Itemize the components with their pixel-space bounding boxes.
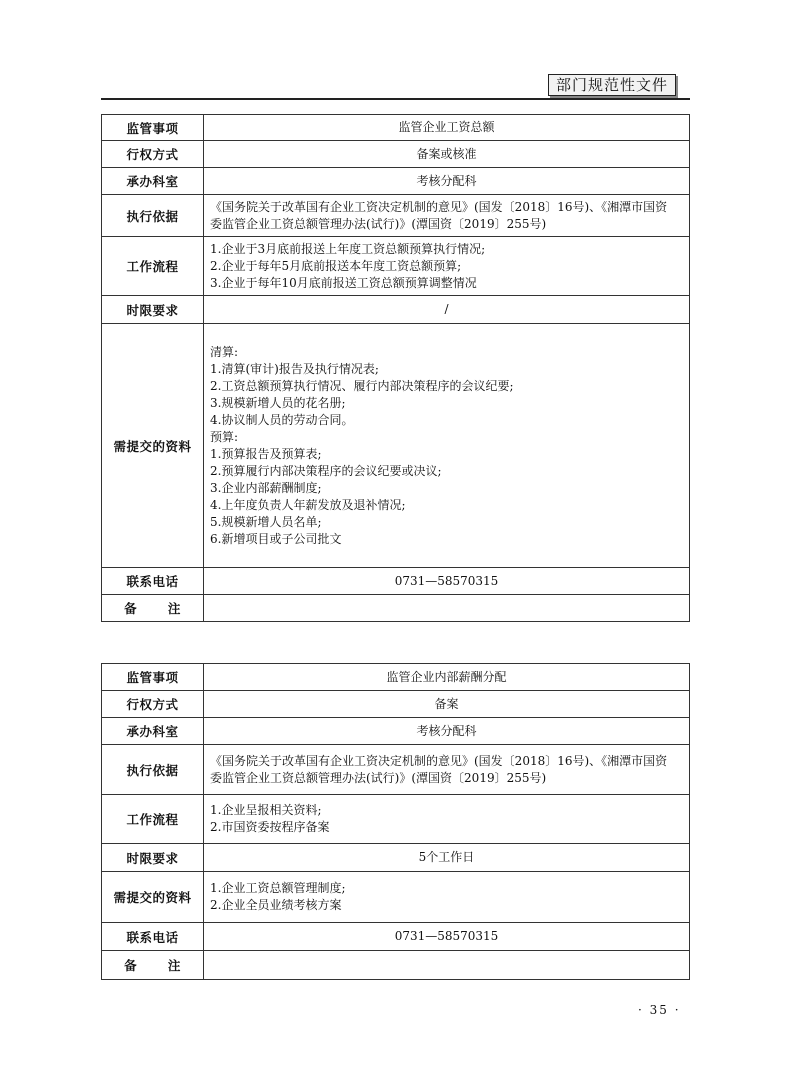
row-value [204, 324, 690, 568]
row-value [204, 795, 690, 844]
row-value [204, 745, 690, 795]
row-value: 0731—58570315 [204, 923, 690, 951]
table-row [102, 951, 690, 980]
table-row [102, 844, 690, 872]
row-value: 备案或核准 [204, 141, 690, 168]
table-row [102, 795, 690, 844]
row-label: 执行依据 [102, 745, 204, 795]
row-label: 需提交的资料 [102, 872, 204, 923]
row-value [204, 595, 690, 622]
regulatory-item-table-1 [101, 114, 690, 622]
text-line: 6.新增项目或子公司批文 [210, 531, 342, 546]
table-row [102, 872, 690, 923]
table-row [102, 141, 690, 168]
text-line: 《国务院关于改革国有企业工资决定机制的意见》(国发〔2018〕16号)、《湘潭市国资 [210, 199, 668, 214]
row-label: 承办科室 [102, 168, 204, 195]
table-row [102, 115, 690, 141]
row-value: 0731—58570315 [204, 568, 690, 595]
row-label: 行权方式 [102, 691, 204, 718]
table-row [102, 237, 690, 296]
row-label: 时限要求 [102, 844, 204, 872]
table-row [102, 568, 690, 595]
text-line: 2.市国资委按程序备案 [210, 820, 330, 834]
row-label: 时限要求 [102, 296, 204, 324]
row-label: 行权方式 [102, 141, 204, 168]
text-line: 委监管企业工资总额管理办法(试行)》(潭国资〔2019〕255号) [210, 770, 547, 785]
regulatory-item-table-2 [101, 663, 690, 980]
document-category-tag: 部门规范性文件 [548, 74, 676, 96]
text-line: 委监管企业工资总额管理办法(试行)》(潭国资〔2019〕255号) [210, 216, 547, 231]
row-value: 备案 [204, 691, 690, 718]
row-value: 5个工作日 [204, 844, 690, 872]
table-row [102, 718, 690, 745]
text-line: 预算: [210, 429, 239, 444]
text-line: 3.企业内部薪酬制度; [210, 480, 322, 495]
row-label: 备 注 [102, 951, 204, 980]
row-label: 联系电话 [102, 568, 204, 595]
table-row [102, 324, 690, 568]
row-label: 执行依据 [102, 195, 204, 237]
row-value: 考核分配科 [204, 168, 690, 195]
table-row [102, 595, 690, 622]
text-line: 2.预算履行内部决策程序的会议纪要或决议; [210, 463, 442, 478]
table-row [102, 923, 690, 951]
text-line: 1.企业呈报相关资料; [210, 803, 322, 817]
row-label: 监管事项 [102, 664, 204, 691]
page-number: · 35 · [638, 1003, 681, 1017]
text-line: 1.预算报告及预算表; [210, 446, 322, 461]
table-row [102, 168, 690, 195]
text-line: 2.企业全员业绩考核方案 [210, 898, 342, 912]
row-value: 监管企业工资总额 [204, 115, 690, 141]
text-line: 2.工资总额预算执行情况、履行内部决策程序的会议纪要; [210, 378, 514, 393]
row-label: 监管事项 [102, 115, 204, 141]
text-line: 2.企业于每年5月底前报送本年度工资总额预算; [210, 258, 462, 273]
text-line: 清算: [210, 344, 239, 359]
row-label: 工作流程 [102, 795, 204, 844]
text-line: 3.规模新增人员的花名册; [210, 395, 346, 410]
text-line: 4.上年度负责人年薪发放及退补情况; [210, 497, 406, 512]
text-line: 1.企业工资总额管理制度; [210, 881, 346, 895]
text-line: 5.规模新增人员名单; [210, 514, 322, 529]
row-value [204, 237, 690, 296]
text-line: 1.清算(审计)报告及执行情况表; [210, 361, 379, 376]
row-value: 监管企业内部薪酬分配 [204, 664, 690, 691]
table-row [102, 664, 690, 691]
row-value [204, 951, 690, 980]
row-label: 需提交的资料 [102, 324, 204, 568]
text-line: 《国务院关于改革国有企业工资决定机制的意见》(国发〔2018〕16号)、《湘潭市国资 [210, 753, 668, 768]
table-row [102, 745, 690, 795]
table-row [102, 195, 690, 237]
row-value: 考核分配科 [204, 718, 690, 745]
row-value [204, 872, 690, 923]
header-divider [101, 98, 690, 100]
table-row [102, 296, 690, 324]
row-label: 工作流程 [102, 237, 204, 296]
table-row [102, 691, 690, 718]
row-label: 联系电话 [102, 923, 204, 951]
row-label: 备 注 [102, 595, 204, 622]
row-label: 承办科室 [102, 718, 204, 745]
row-value [204, 195, 690, 237]
text-line: 4.协议制人员的劳动合同。 [210, 412, 354, 427]
row-value: / [204, 296, 690, 324]
text-line: 1.企业于3月底前报送上年度工资总额预算执行情况; [210, 241, 486, 256]
text-line: 3.企业于每年10月底前报送工资总额预算调整情况 [210, 275, 477, 290]
